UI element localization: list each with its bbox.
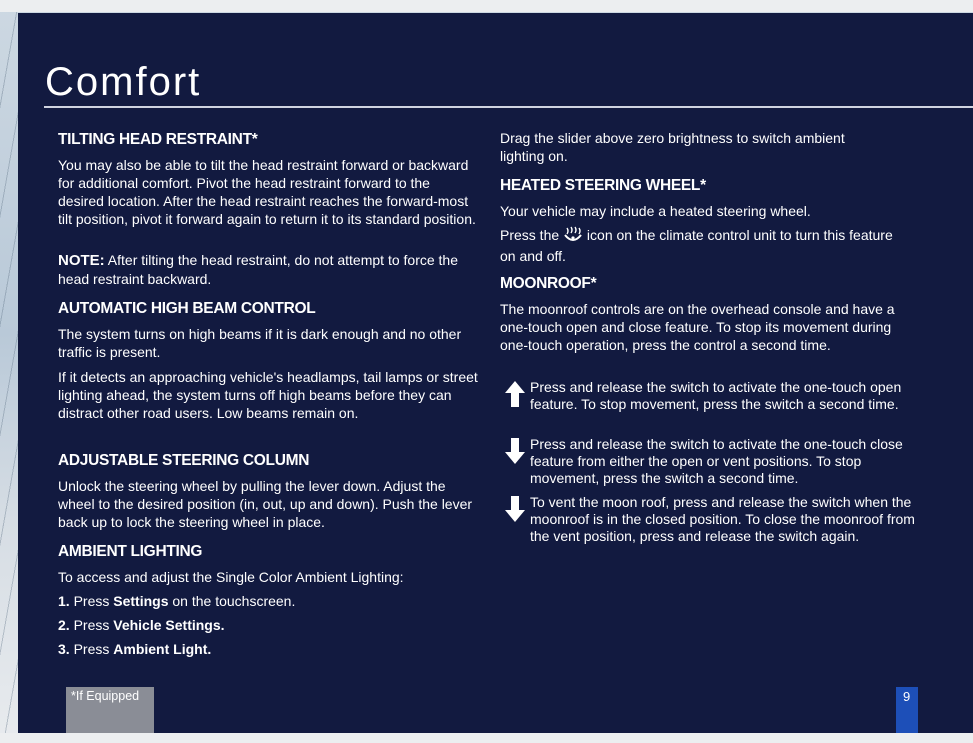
note-text: After tilting the head restraint, do not attempt to force the head restraint backward. xyxy=(58,252,458,287)
moonroof-open-text: Press and release the switch to activate the one-touch open feature. To stop movement, press the switch a second time. xyxy=(530,379,902,412)
step-text: Press xyxy=(73,593,114,609)
tilting-head-restraint-body: You may also be able to tilt the head restraint forward or backward for additional comfort. Pivot the head restraint forward to the desired location. After the head restraint reaches the forward-most tilt position, pivot it forward again to return it to its standard position. xyxy=(58,157,476,227)
heated-steering-heading: HEATED STEERING WHEEL* xyxy=(500,177,706,194)
ambient-step-1 xyxy=(58,592,478,610)
step-text: Press xyxy=(73,641,114,657)
note-label: NOTE: xyxy=(58,252,105,269)
step-bold: Settings xyxy=(113,593,169,609)
step-number: 1. xyxy=(58,593,70,609)
moonroof-heading: MOONROOF* xyxy=(500,275,597,292)
tilting-head-restraint-heading: TILTING HEAD RESTRAINT* xyxy=(58,131,258,148)
ambient-step-3 xyxy=(58,640,478,658)
ambient-lighting-continued: Drag the slider above zero brightness to switch ambient lighting on. xyxy=(500,130,845,164)
page-title: Comfort xyxy=(45,60,202,104)
heated-steering-p2 xyxy=(500,226,900,265)
arrow-down-icon xyxy=(500,436,530,464)
moonroof-intro: The moonroof controls are on the overhead console and have a one-touch open and close feature. To stop its movement during one-touch operation, press the control a second time. xyxy=(500,301,895,353)
heated-steering-p2-pre: Press the xyxy=(500,227,564,243)
heated-steering-wheel-icon xyxy=(563,226,583,247)
step-number: 2. xyxy=(58,617,70,633)
viewer-bottom-margin xyxy=(0,733,973,743)
step-text: Press xyxy=(73,617,114,633)
high-beam-p1: The system turns on high beams if it is dark enough and no other traffic is present. xyxy=(58,326,462,360)
heated-steering-p2-post: icon on the climate control unit to turn this feature on and off. xyxy=(500,227,893,264)
step-number: 3. xyxy=(58,641,70,657)
tilting-note xyxy=(58,251,478,288)
page-number: 9 xyxy=(903,689,911,704)
heated-steering-p1: Your vehicle may include a heated steering wheel. xyxy=(500,203,811,219)
title-divider xyxy=(44,106,973,108)
ambient-lighting-intro: To access and adjust the Single Color Ambient Lighting: xyxy=(58,569,404,585)
high-beam-heading: AUTOMATIC HIGH BEAM CONTROL xyxy=(58,300,316,317)
moonroof-close-text: Press and release the switch to activate the one-touch close feature from either the open or vent positions. To stop movement, press the switch a second time. xyxy=(530,436,903,486)
moonroof-close-item xyxy=(500,436,920,487)
steering-column-heading: ADJUSTABLE STEERING COLUMN xyxy=(58,452,310,469)
ambient-lighting-heading: AMBIENT LIGHTING xyxy=(58,543,203,560)
high-beam-p2: If it detects an approaching vehicle's headlamps, tail lamps or street lighting ahead, the system turns off high beams before they can distract other road users. Low beams remain on. xyxy=(58,369,478,421)
moonroof-open-item xyxy=(500,379,920,413)
step-text-post: on the touchscreen. xyxy=(168,593,296,609)
step-bold: Ambient Light. xyxy=(113,641,212,657)
footer-if-equipped: *If Equipped xyxy=(71,689,140,703)
ambient-step-2 xyxy=(58,616,478,634)
viewer-top-margin xyxy=(0,0,973,12)
moonroof-vent-text: To vent the moon roof, press and release the switch when the moonroof is in the closed position. To close the moonroof from the vent position, press and release the switch again. xyxy=(530,494,915,544)
arrow-up-icon xyxy=(500,379,530,407)
moonroof-vent-item xyxy=(500,494,920,545)
arrow-down-icon xyxy=(500,494,530,522)
step-bold: Vehicle Settings. xyxy=(113,617,225,633)
manual-page xyxy=(18,13,973,733)
steering-column-body: Unlock the steering wheel by pulling the lever down. Adjust the wheel to the desired position (in, out, up and down). Push the lever back up to lock the steering wheel in place. xyxy=(58,478,473,530)
